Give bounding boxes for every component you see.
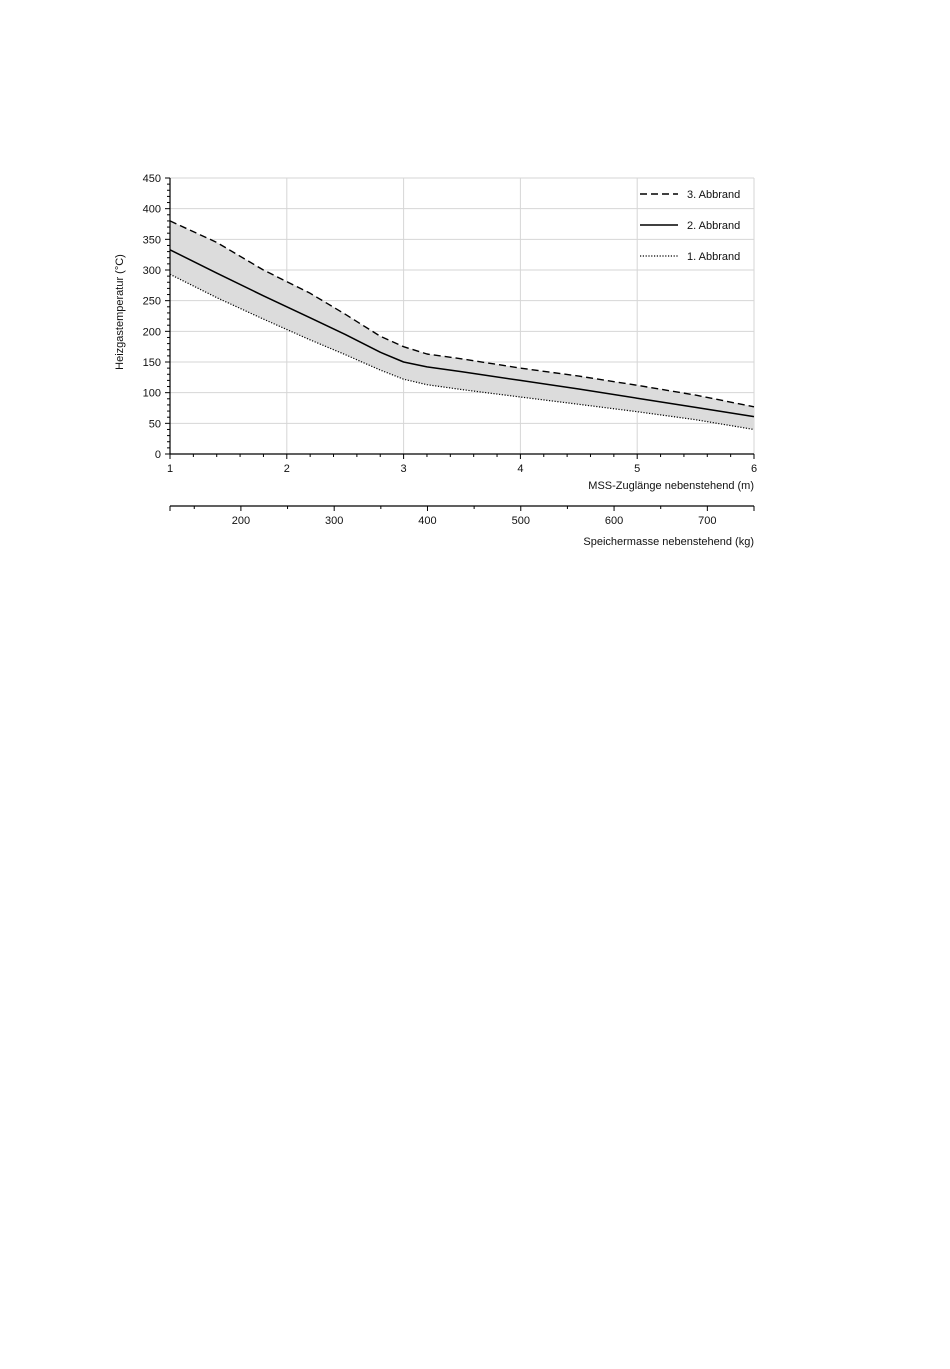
- legend-label: 3. Abbrand: [687, 189, 741, 201]
- x2-tick-label: 400: [418, 515, 437, 527]
- x-tick-label: 3: [400, 463, 407, 475]
- x2-tick-label: 200: [231, 515, 251, 527]
- x-tick-label: 6: [750, 463, 758, 475]
- y-tick-label: 150: [142, 357, 161, 369]
- band-area: [170, 221, 754, 430]
- x2-tick-label: 300: [325, 515, 344, 527]
- x-tick-label: 1: [166, 463, 174, 475]
- y-axis-title: Heizgastemperatur (°C): [114, 254, 126, 370]
- x-tick-label: 4: [517, 463, 524, 475]
- legend-label: 1. Abbrand: [687, 251, 741, 263]
- y-tick-label: 400: [142, 203, 161, 216]
- axes: [143, 173, 757, 527]
- y-tick-label: 450: [142, 173, 161, 185]
- y-tick-label: 100: [142, 387, 161, 400]
- x2-axis-title: Speichermasse nebenstehend (kg): [583, 536, 754, 548]
- x2-tick-label: 700: [698, 515, 717, 527]
- x2-tick-label: 500: [511, 515, 530, 527]
- y-tick-label: 0: [154, 449, 161, 461]
- y-tick-label: 50: [148, 418, 161, 431]
- y-tick-label: 350: [142, 234, 161, 247]
- x-tick-label: 5: [634, 463, 641, 475]
- x-tick-label: 2: [283, 463, 290, 475]
- legend: [640, 189, 740, 263]
- y-tick-label: 250: [142, 295, 161, 308]
- y-tick-label: 200: [142, 326, 161, 339]
- temperature-band: [170, 221, 754, 430]
- legend-label: 2. Abbrand: [687, 220, 741, 232]
- x2-tick-label: 600: [604, 515, 624, 527]
- x-axis-title: MSS-Zuglänge nebenstehend (m): [588, 480, 754, 492]
- y-tick-label: 300: [142, 265, 161, 277]
